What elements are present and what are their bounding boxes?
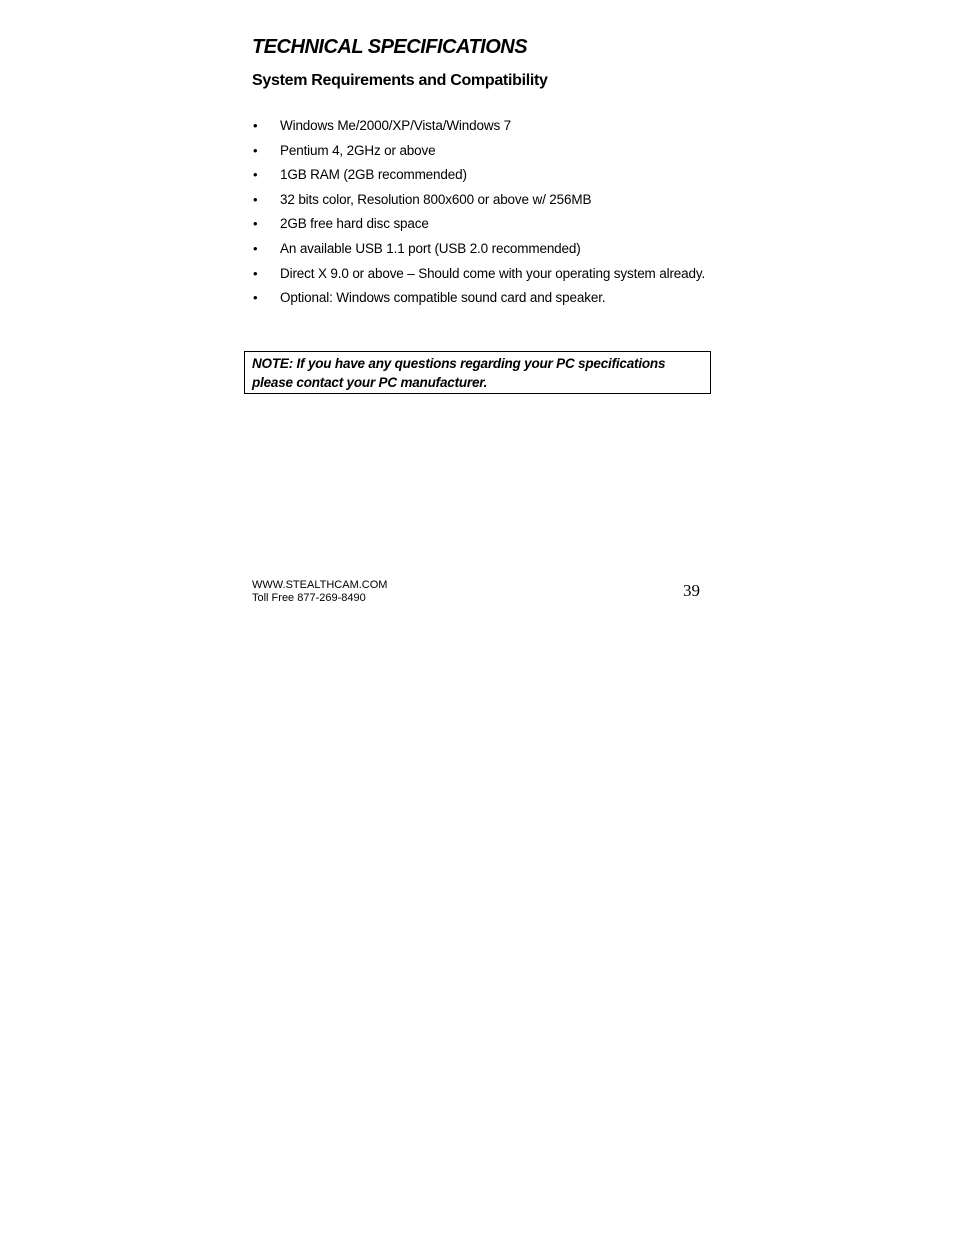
list-item — [252, 264, 712, 283]
bullet-icon: • — [253, 167, 258, 183]
list-item — [252, 288, 712, 307]
requirement-text: Direct X 9.0 or above – Should come with your operating system already. — [280, 265, 706, 281]
requirement-text: Windows Me/2000/XP/Vista/Windows 7 — [280, 118, 512, 133]
bullet-icon: • — [253, 216, 258, 232]
bullet-icon: • — [253, 142, 258, 158]
requirement-text: 1GB RAM (2GB recommended) — [280, 167, 467, 183]
requirement-text: An available USB 1.1 port (USB 2.0 recommended) — [280, 240, 581, 256]
list-item — [252, 190, 712, 209]
list-item — [252, 239, 712, 258]
note-text: NOTE: If you have any questions regarding your PC specifications please contact your PC manufacturer. — [252, 356, 666, 390]
requirement-text: Optional: Windows compatible sound card and speaker. — [280, 290, 606, 306]
list-item — [252, 214, 712, 233]
bullet-icon: • — [253, 191, 258, 207]
bullet-icon: • — [253, 240, 258, 256]
page-title: TECHNICAL SPECIFICATIONS — [252, 36, 528, 58]
requirement-text: 32 bits color, Resolution 800x600 or above w/ 256MB — [280, 191, 592, 207]
requirements-list — [252, 116, 712, 313]
list-item — [252, 165, 712, 184]
bullet-icon: • — [253, 265, 258, 281]
requirement-text: Pentium 4, 2GHz or above — [280, 142, 436, 158]
bullet-icon: • — [253, 118, 258, 133]
section-heading: System Requirements and Compatibility — [252, 72, 548, 89]
bullet-icon: • — [253, 290, 258, 306]
note-box — [244, 351, 711, 394]
requirement-text: 2GB free hard disc space — [280, 216, 429, 232]
list-item — [252, 116, 712, 135]
footer-website: WWW.STEALTHCAM.COM — [252, 579, 388, 591]
page-number: 39 — [683, 581, 700, 600]
footer-phone: Toll Free 877-269-8490 — [252, 592, 366, 604]
list-item — [252, 141, 712, 160]
